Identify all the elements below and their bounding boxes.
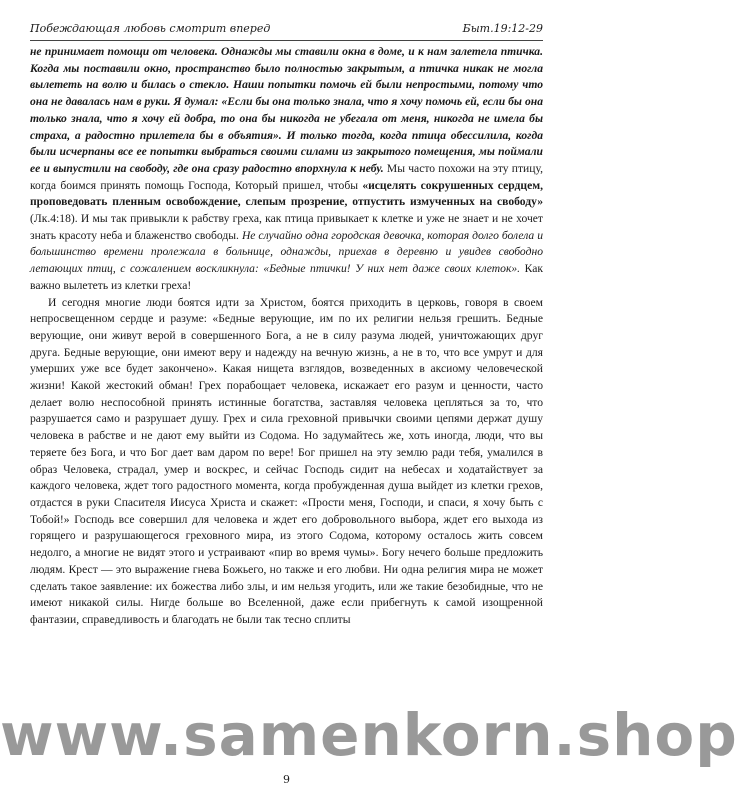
cage-conclusion-text: Как важно вылететь из клетки греха! bbox=[30, 262, 543, 292]
girl-story-text: Не случайно одна городская девочка, которая долго болела и большинство времени пролежала в больнице, однажды, приехав в деревню и увидев свободно летающих птиц, с сожалением воскликнула: «Бедные птички! У них нет даже своих клеток». bbox=[30, 228, 543, 276]
header-title: Побеждающая любовь смотрит вперед bbox=[30, 22, 271, 35]
watermark-text: www.samenkorn.shop bbox=[0, 701, 738, 769]
slavery-text: (Лк.4:18). И мы так привыкли к рабству греха, как птица привыкает к клетке и уже не знает и не хочет знать красоту неба и блаженство свободы. bbox=[30, 212, 543, 242]
bird-comparison-text: Мы часто похожи на эту птицу, когда боимся принять помощь Господа, Который пришел, чтобы bbox=[30, 161, 543, 192]
bird-story-text: не принимает помощи от человека. Однажды мы ставили окна в доме, и к нам залетела птичка. Когда мы поставили окно, пространство было полностью закрытым, а птичка никак не могла вылететь на волю и билась о стекло. Наши попытки помочь ей были непростыми, потому что она не давалась нам в руки. Я думал: «Если бы она только знала, что я хочу помочь ей, если бы она только знала, что я хочу ей добра, то она бы никогда не убегала от меня, никогда не имела бы страха, а радостно прилетела бы в объятия». И только тогда, когда птица обессилила, когда были исчерпаны все ее попытки выбраться своими силами из закрытого помещения, мы поймали ее и выпустили на свободу, где она сразу радостно впорхнула к небу. bbox=[30, 45, 543, 175]
paragraph-bird-story bbox=[30, 44, 543, 295]
page-body bbox=[30, 44, 543, 759]
scripture-quote: «исцелять сокрушенных сердцем, проповедовать пленным освобождение, слепым прозрение, отпустить измученных на свободу» bbox=[30, 178, 544, 209]
header-bible-reference: Быт.19:12-29 bbox=[462, 22, 543, 35]
header-divider bbox=[30, 40, 543, 41]
paragraph-today: И сегодня многие люди боятся идти за Христом, боятся приходить в церковь, говоря в своем непросвещенном сердце и разуме: «Бедные верующие, им по их религии нельзя грешить. Бедные верующие, они живут верой в совершенного Бога, а не в силу разума людей, уничтожающих друг друга. Бедные верующие, они имеют веру и надежду на вечную жизнь, а не в то, что все умрут и для умерших уже все будет закончено». Какая нищета взглядов, возведенных в аксиому человеческой жизни! Какой жестокий обман! Грех порабощает человека, искажает его разум и ценности, часто делает волю неспособной принять истинные богатства, заставляя человека цепляться за то, что разрушается само и разрушает душу. Грех и сила греховной привычки своими цепями держат душу человека в рабстве и не дают ему выйти из Содома. Но задумайтесь же, хоть иногда, люди, что вы теряете без Бога, и что Бог дает вам даром по вере! Бог пришел на эту землю ради тебя, умалился в образ Человека, страдал, умер и воскрес, и сейчас Господь сидит на небесах и ходатайствует за каждого человека, ждет того радостного момента, когда пробужденная душа выйдет из клетки грехов, отдастся в руки Спасителя Иисуса Христа и скажет: «Прости меня, Господи, и спаси, я хочу быть с Тобой!» Господь все совершил для человека и ждет его добровольного выбора, ждет его выхода из горящего и разрушающегося греховного мира, из этого Содома, которому осталось жить совсем недолго, а многие не видят этого и устраивают «пир во время чумы». Богу нечего больше предложить людям. Крест — это выражение гнева Божьего, но также и его любви. Ни одна религия мира не может сделать такое заявление: их божества либо злы, и им нельзя угодить, или же такие безобидные, что не имеют никакой силы. Нигде больше во Вселенной, даже если прибегнуть к самой изощренной фантазии, справедливость и благодать не были так тесно сплиты bbox=[30, 295, 543, 626]
page-number: 9 bbox=[283, 773, 290, 786]
running-header bbox=[30, 20, 543, 38]
